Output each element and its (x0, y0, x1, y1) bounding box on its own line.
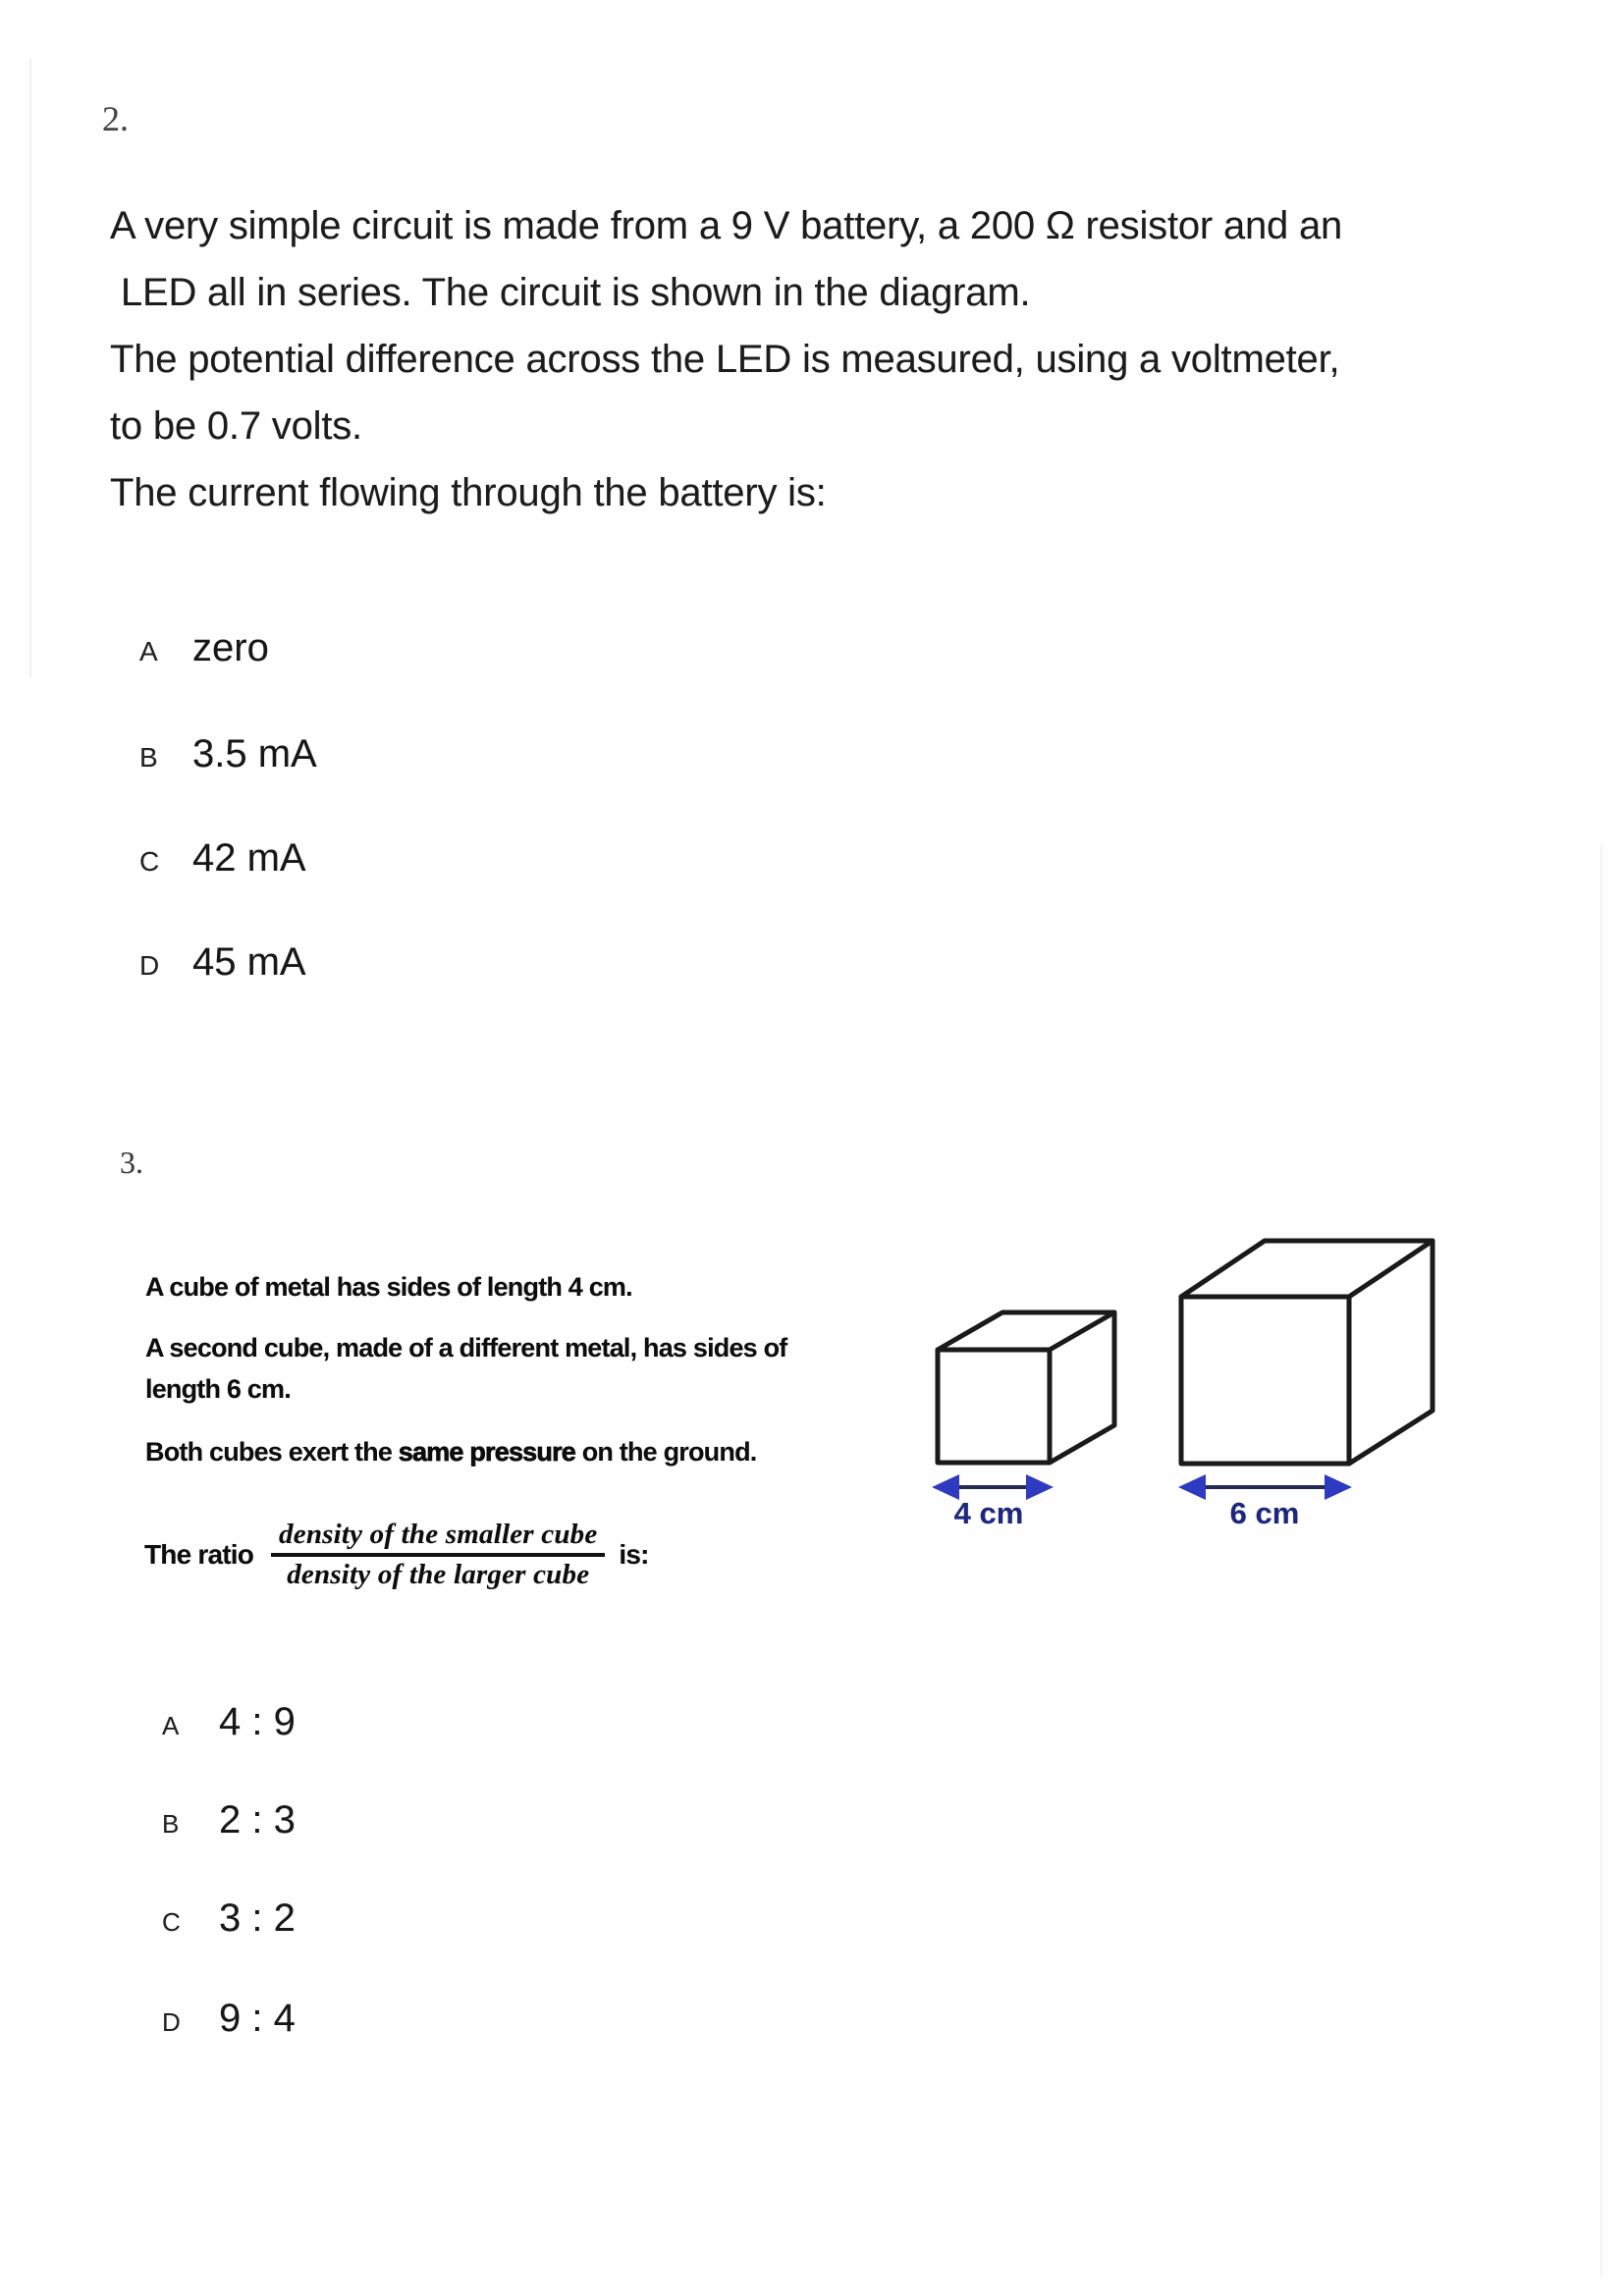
q3-option-d-letter: D (162, 2007, 181, 2037)
q3-statement-2-line-2: length 6 cm. (145, 1374, 291, 1404)
q2-option-d-text: 45 mA (192, 940, 306, 984)
q2-option-d-letter: D (139, 950, 160, 981)
q3-option-c (162, 1896, 296, 1941)
q2-option-b-letter: B (139, 742, 158, 773)
q3-option-b-text: 2 : 3 (219, 1798, 296, 1842)
question-2-line-2: LED all in series. The circuit is shown in the diagram. (110, 271, 1031, 314)
small-cube-top-face (938, 1312, 1114, 1350)
q3-option-b-letter: B (162, 1809, 180, 1839)
large-cube-dimension-label: 6 cm (1229, 1496, 1300, 1530)
large-dimension-arrowhead-right-icon (1325, 1474, 1352, 1500)
q2-option-c-letter: C (139, 846, 160, 877)
q2-option-b-text: 3.5 mA (192, 732, 317, 775)
question-3-number: 3. (120, 1145, 143, 1180)
question-2-number: 2. (102, 99, 129, 138)
q3-statement-1: A cube of metal has sides of length 4 cm. (145, 1272, 632, 1302)
scan-edge-artifact-right (1600, 844, 1602, 2277)
large-dimension-arrowhead-left-icon (1178, 1474, 1206, 1500)
q2-option-d (139, 940, 306, 985)
q2-option-c-text: 42 mA (192, 836, 306, 880)
q3-ratio-prefix: The ratio (144, 1539, 254, 1570)
large-cube-right-face (1349, 1241, 1433, 1464)
small-dimension-arrowhead-right-icon (1026, 1474, 1054, 1500)
q2-option-b (139, 732, 317, 776)
q3-option-c-text: 3 : 2 (219, 1896, 296, 1940)
scan-edge-artifact-left (29, 59, 31, 677)
q3-statement-3-bold: same pressure (398, 1437, 575, 1467)
q3-ratio-line (144, 1508, 649, 1602)
question-2-line-4: to be 0.7 volts. (110, 404, 362, 448)
q3-option-b (162, 1798, 296, 1842)
large-cube (1181, 1241, 1433, 1464)
question-2-line-1: A very simple circuit is made from a 9 V battery, a 200 Ω resistor and an (110, 204, 1343, 247)
cubes-diagram (864, 1217, 1473, 1551)
q3-statement-3-prefix: Both cubes exert the (145, 1437, 399, 1467)
q3-option-a (162, 1700, 296, 1744)
q3-statement-3 (145, 1437, 756, 1468)
large-cube-front-face (1181, 1297, 1349, 1464)
q3-statement-2-line-1: A second cube, made of a different metal, has sides of (145, 1333, 787, 1362)
large-cube-top-face (1181, 1241, 1433, 1297)
small-cube-dimension-label: 4 cm (953, 1496, 1024, 1530)
q2-option-c (139, 836, 306, 881)
small-cube-front-face (938, 1350, 1050, 1463)
small-cube-dimension (932, 1474, 1054, 1530)
q3-statement-3-suffix: on the ground. (575, 1437, 757, 1467)
density-ratio-fraction (271, 1517, 605, 1593)
large-cube-dimension (1178, 1474, 1352, 1530)
q3-option-d-text: 9 : 4 (219, 1997, 296, 2040)
fraction-numerator: density of the smaller cube (279, 1519, 598, 1550)
fraction-denominator: density of the larger cube (287, 1559, 590, 1590)
q2-option-a (139, 626, 269, 670)
q3-ratio-suffix: is: (619, 1539, 649, 1570)
question-2-line-3: The potential difference across the LED is measured, using a voltmeter, (110, 338, 1340, 381)
q3-option-c-letter: C (162, 1907, 181, 1937)
question-2-line-5: The current flowing through the battery is: (110, 471, 827, 514)
q3-option-a-letter: A (162, 1711, 180, 1740)
q2-option-a-text: zero (192, 626, 269, 669)
q3-option-d (162, 1997, 296, 2041)
q3-option-a-text: 4 : 9 (219, 1700, 296, 1743)
small-cube (938, 1312, 1114, 1463)
small-cube-right-face (1050, 1312, 1114, 1463)
q2-option-a-letter: A (139, 636, 158, 667)
question-2-statement (110, 192, 1583, 526)
